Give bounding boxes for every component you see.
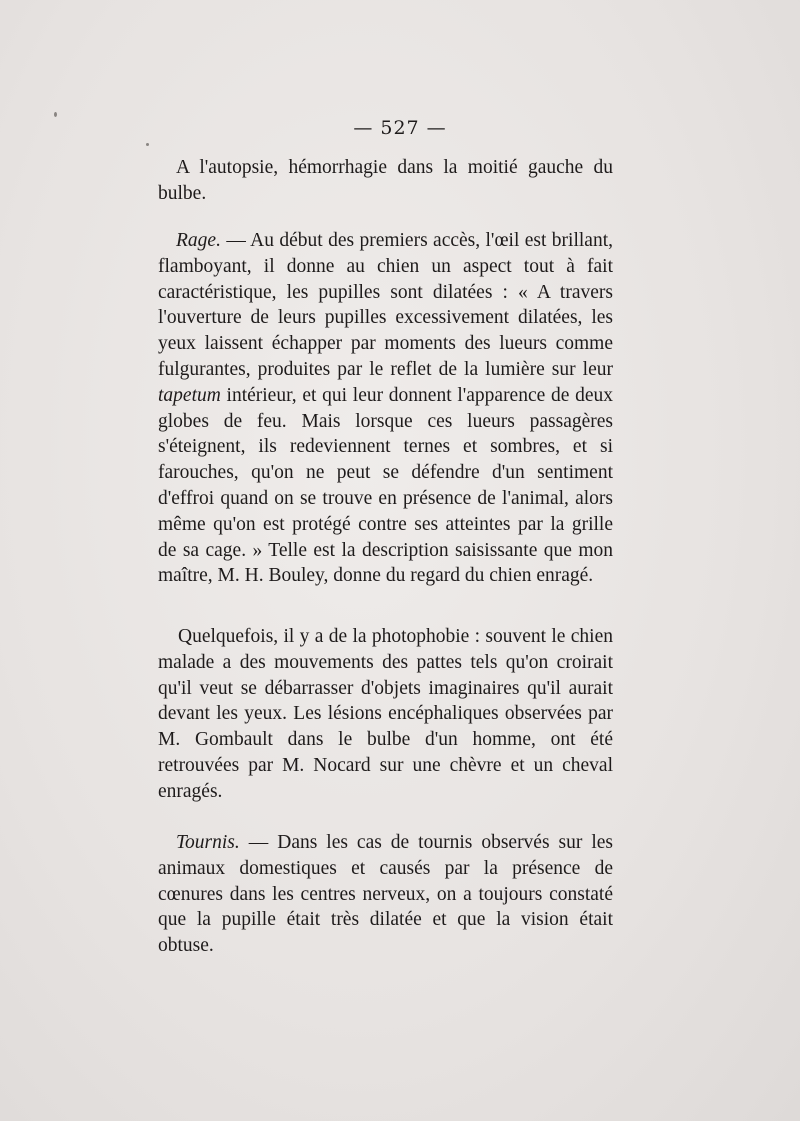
paragraph-tournis bbox=[158, 830, 613, 959]
paragraph-text: — Au début des premiers accès, l'œil est brillant, flamboyant, il donne au chien un aspect tout à fait caractéristique, les pupilles sont dilatées : « A travers l'ouverture de leurs pupilles excessivement dilatées, les yeux laissent échapper par moments des lueurs comme fulgurantes, produites par le reflet de la lumière sur leur bbox=[158, 230, 613, 380]
paragraph-photophobia bbox=[158, 624, 613, 805]
paragraph-rage bbox=[158, 228, 613, 589]
page-number: — 527 — bbox=[353, 117, 447, 139]
italic-term: tapetum bbox=[158, 384, 221, 406]
paragraph-text: Quelquefois, il y a de la photophobie : souvent le chien malade a des mouvements des pattes tels qu'on croirait qu'il veut se débarrasser d'objets imaginaires qu'il aurait devant les yeux. Les lésions encéphaliques observées par M. Gombault dans le bulbe d'un homme, ont été retrouvées par M. Nocard sur une chèvre et un cheval enragés. bbox=[158, 626, 613, 802]
section-label-tournis: Tournis. bbox=[176, 832, 240, 853]
paragraph-text: A l'autopsie, hémorrhagie dans la moitié gauche du bulbe. bbox=[158, 157, 613, 204]
paper-speck bbox=[146, 143, 149, 146]
paragraph-text-end: intérieur, et qui leur donnent l'apparence de deux globes de feu. Mais lorsque ces lueurs passagères s'éteignent, ils redeviennent ternes et sombres, et si farouches, qu'on ne peut se défendre d'un sentiment d'effroi quand on se trouve en présence de l'animal, alors même qu'on est protégé contre ses atteintes par la grille de sa cage. » Telle est la description saisissante que mon maître, M. H. Bouley, donne du regard du chien enragé. bbox=[158, 384, 613, 587]
paragraph-text: — Dans les cas de tournis observés sur les animaux domestiques et causés par la présence de cœnures dans les centres nerveux, on a toujours constaté que la pupille était très dilatée et que la vision était obtuse. bbox=[158, 832, 613, 957]
paragraph-autopsy bbox=[158, 155, 613, 207]
section-label-rage: Rage. bbox=[176, 230, 221, 251]
